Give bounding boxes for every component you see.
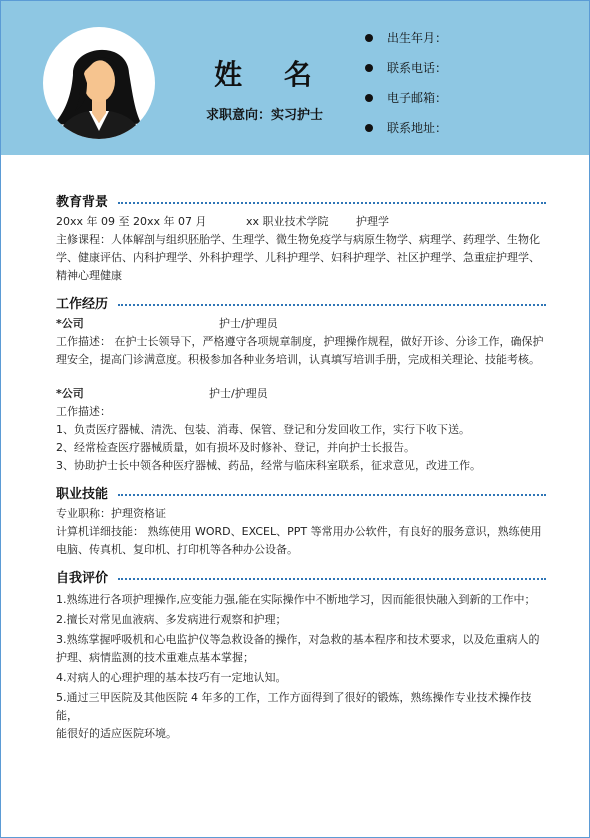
section-header — [56, 193, 546, 213]
bullet-dot-icon — [365, 124, 373, 132]
job-description-line: 工作描述： 在护士长领导下，严格遵守各项规章制度，护理操作规程，做好开诊、分诊工作，确保护 — [56, 335, 544, 348]
contact-label: 出生年月： — [387, 31, 448, 45]
job-header — [56, 315, 546, 333]
evaluation-line: 护理、病情监测的技术重难点基本掌握； — [56, 651, 254, 664]
skills-section — [56, 485, 546, 559]
job-description-line: 工作描述： — [56, 405, 111, 418]
applicant-name: 姓 名 — [214, 58, 328, 91]
education-courses-line: 学、健康评估、内科护理学、外科护理学、儿科护理学、妇科护理学、社区护理学、急重症护理学、 — [56, 251, 540, 264]
evaluation-item — [56, 689, 546, 743]
job-description-line: 理安全，提高门诊满意度。积极参加各种业务培训，认真填写培训手册，完成相关理论、技能考核。 — [56, 353, 540, 366]
job-position: 护士/护理员 — [219, 317, 278, 330]
evaluation-line: 能很好的适应医院环境。 — [56, 727, 177, 740]
job-position: 护士/护理员 — [209, 387, 268, 400]
section-divider — [118, 202, 546, 204]
evaluation-item — [56, 611, 546, 629]
education-row — [56, 213, 546, 231]
section-title: 职业技能 — [56, 487, 109, 502]
job-header — [56, 385, 546, 403]
job-company: *公司 — [56, 317, 84, 330]
section-header — [56, 569, 546, 589]
education-period: 20xx 年 09 至 20xx 年 07 月 — [56, 215, 207, 228]
evaluation-item — [56, 631, 546, 667]
experience-section — [56, 295, 546, 475]
section-divider — [118, 578, 546, 580]
evaluation-item — [56, 669, 546, 687]
education-school: xx 职业技术学院 — [246, 215, 329, 228]
evaluation-item — [56, 591, 546, 609]
job-description-line: 3、协助护士长中领各种医疗器械、药品，经常与临床科室联系，征求意见，改进工作。 — [56, 459, 481, 472]
education-courses-line: 精神心理健康 — [56, 269, 122, 282]
job-company: *公司 — [56, 387, 84, 400]
contact-item-address — [365, 121, 447, 151]
contact-label: 电子邮箱： — [387, 91, 448, 105]
education-major: 护理学 — [356, 215, 389, 228]
education-section — [56, 193, 546, 285]
section-title: 工作经历 — [56, 297, 109, 312]
bullet-dot-icon — [365, 94, 373, 102]
education-courses-line: 主修课程：人体解剖与组织胚胎学、生理学、微生物免疫学与病原生物学、病理学、药理学、生物化 — [56, 233, 540, 246]
evaluation-line: 4.对病人的心理护理的基本技巧有一定地认知。 — [56, 671, 287, 684]
contact-label: 联系地址： — [387, 121, 448, 135]
evaluation-line: 1.熟练进行各项护理操作,应变能力强,能在实际操作中不断地学习，因而能很快融入到新的工作中； — [56, 593, 536, 606]
evaluation-line: 5.通过三甲医院及其他医院 4 年多的工作，工作方面得到了很好的锻炼，熟练操作专业技术操作技能， — [56, 691, 532, 722]
skills-line: 专业职称：护理资格证 — [56, 507, 166, 520]
avatar-icon — [43, 27, 155, 139]
section-title: 自我评价 — [56, 571, 109, 586]
resume-header — [1, 1, 589, 155]
section-title: 教育背景 — [56, 195, 109, 210]
evaluation-section — [56, 569, 546, 743]
job-intention-label: 求职意向： — [206, 108, 272, 123]
section-divider — [118, 304, 546, 306]
skills-line: 电脑、传真机、复印机、打印机等各种办公设备。 — [56, 543, 298, 556]
bullet-dot-icon — [365, 34, 373, 42]
contact-label: 联系电话： — [387, 61, 448, 75]
resume-body — [56, 193, 546, 753]
job-description-line: 2、经常检查医疗器械质量，如有损坏及时修补、登记，并向护士长报告。 — [56, 441, 415, 454]
contact-list — [365, 31, 447, 151]
contact-item-birth — [365, 31, 447, 61]
evaluation-line: 2.擅长对常见血液病、多发病进行观察和护理； — [56, 613, 287, 626]
job-intention — [206, 104, 323, 123]
evaluation-line: 3.熟练掌握呼吸机和心电监护仪等急救设备的操作，对急救的基本程序和技术要求，以及危重病人的 — [56, 633, 540, 646]
spacer — [56, 369, 546, 385]
skills-line: 计算机详细技能： 熟练使用 WORD、EXCEL、PPT 等常用办公软件，有良好的服务意识，熟练使用 — [56, 525, 542, 538]
section-divider — [118, 494, 546, 496]
job-intention-value: 实习护士 — [271, 108, 324, 123]
contact-item-email — [365, 91, 447, 121]
section-header — [56, 295, 546, 315]
bullet-dot-icon — [365, 64, 373, 72]
contact-item-phone — [365, 61, 447, 91]
job-description-line: 1、负责医疗器械、清洗、包装、消毒、保管、登记和分发回收工作，实行下收下送。 — [56, 423, 470, 436]
section-header — [56, 485, 546, 505]
